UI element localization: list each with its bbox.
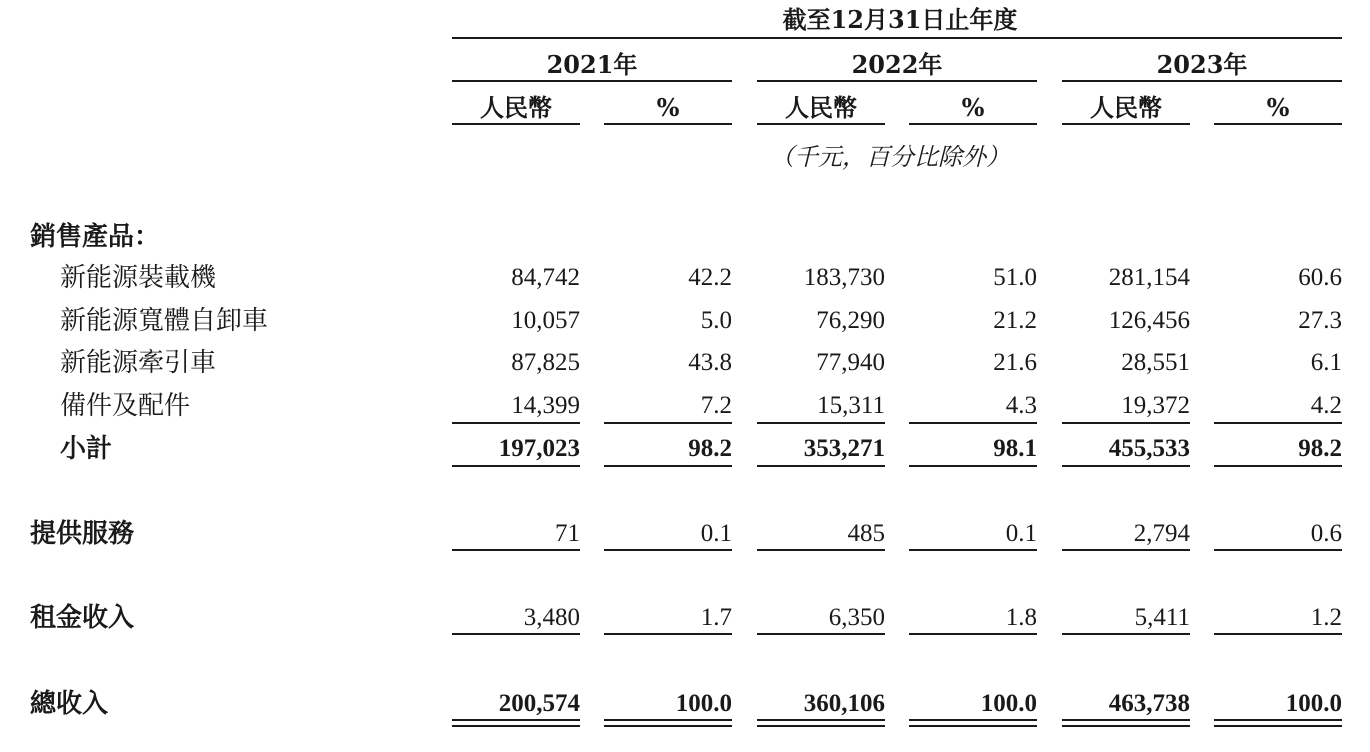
cell: 6,350 (828, 604, 885, 631)
cell: 1.2 (1310, 604, 1342, 631)
cell: 0.1 (1005, 520, 1037, 547)
year-2023: 2023年 (1156, 50, 1248, 79)
cell: 5,411 (1134, 604, 1190, 631)
cell: 98.2 (1298, 435, 1342, 462)
header-rule (452, 37, 1342, 39)
col-pct-2023: % (1266, 93, 1290, 122)
total-double-rule-top (1214, 719, 1342, 721)
col-rule (909, 123, 1037, 125)
row-underline (1214, 633, 1342, 635)
cell: 126,456 (1108, 307, 1190, 334)
subtotal-underline (1062, 465, 1190, 467)
cell: 1.8 (1005, 604, 1037, 631)
row-underline (1062, 633, 1190, 635)
row-underline (757, 549, 885, 551)
cell: 1.7 (700, 604, 732, 631)
cell: 4.2 (1310, 392, 1342, 419)
total-double-rule-bottom (452, 725, 580, 727)
col-rule (1062, 123, 1190, 125)
total-double-rule-top (757, 719, 885, 721)
row-underline (909, 633, 1037, 635)
cell: 6.1 (1310, 349, 1342, 376)
cell: 200,574 (498, 690, 580, 717)
cell: 42.2 (688, 264, 732, 291)
cell: 2,794 (1133, 520, 1190, 547)
subtotal-underline (604, 465, 732, 467)
subtotal-underline (757, 465, 885, 467)
total-double-rule-bottom (604, 725, 732, 727)
subtotal-underline (452, 465, 580, 467)
cell: 100.0 (980, 690, 1037, 717)
cell: 0.1 (700, 520, 732, 547)
cell: 485 (847, 520, 885, 547)
cell: 5.0 (700, 307, 732, 334)
cell: 21.6 (993, 349, 1037, 376)
cell: 0.6 (1310, 520, 1342, 547)
cell: 71 (555, 520, 580, 547)
row-label: 新能源牽引車 (60, 348, 217, 378)
units-note: （千元，百分比除外） (770, 143, 1010, 171)
row-label-subtotal: 小計 (60, 434, 113, 464)
row-label: 備件及配件 (60, 391, 191, 421)
subtotal-rule (909, 422, 1037, 424)
col-rmb-2021: 人民幣 (480, 93, 552, 122)
subtotal-rule (452, 422, 580, 424)
year-rule-2022 (757, 80, 1037, 82)
col-rule (452, 123, 580, 125)
cell: 3,480 (523, 604, 580, 631)
row-underline (909, 549, 1037, 551)
cell: 100.0 (675, 690, 732, 717)
row-underline (1214, 549, 1342, 551)
row-label-services: 提供服務 (30, 519, 135, 549)
row-label-rental: 租金收入 (30, 603, 135, 633)
section-sales-products: 銷售產品： (30, 222, 161, 252)
col-rule (1214, 123, 1342, 125)
col-rule (604, 123, 732, 125)
cell: 15,311 (817, 392, 885, 419)
subtotal-rule (604, 422, 732, 424)
row-label: 新能源裝載機 (60, 263, 217, 293)
cell: 77,940 (816, 349, 885, 376)
cell: 463,738 (1108, 690, 1190, 717)
cell: 76,290 (816, 307, 885, 334)
subtotal-rule (1214, 422, 1342, 424)
cell: 7.2 (700, 392, 732, 419)
year-2021: 2021年 (546, 50, 638, 79)
year-rule-2023 (1062, 80, 1342, 82)
cell: 281,154 (1108, 264, 1190, 291)
col-rule (757, 123, 885, 125)
total-double-rule-bottom (909, 725, 1037, 727)
row-label-total: 總收入 (30, 689, 109, 719)
year-rule-2021 (452, 80, 732, 82)
cell: 353,271 (803, 435, 885, 462)
total-double-rule-top (452, 719, 580, 721)
col-rmb-2022: 人民幣 (785, 93, 857, 122)
total-double-rule-top (604, 719, 732, 721)
cell: 21.2 (993, 307, 1037, 334)
cell: 84,742 (511, 264, 580, 291)
cell: 455,533 (1108, 435, 1190, 462)
cell: 98.1 (993, 435, 1037, 462)
row-underline (604, 633, 732, 635)
subtotal-rule (1062, 422, 1190, 424)
cell: 183,730 (803, 264, 885, 291)
col-pct-2021: % (656, 93, 680, 122)
cell: 51.0 (993, 264, 1037, 291)
row-underline (604, 549, 732, 551)
year-2022: 2022年 (851, 50, 943, 79)
cell: 28,551 (1121, 349, 1190, 376)
cell: 100.0 (1285, 690, 1342, 717)
cell: 14,399 (511, 392, 580, 419)
total-double-rule-bottom (757, 725, 885, 727)
cell: 360,106 (803, 690, 885, 717)
cell: 27.3 (1298, 307, 1342, 334)
cell: 87,825 (511, 349, 580, 376)
total-double-rule-top (1062, 719, 1190, 721)
cell: 10,057 (511, 307, 580, 334)
total-double-rule-bottom (1062, 725, 1190, 727)
subtotal-rule (757, 422, 885, 424)
cell: 98.2 (688, 435, 732, 462)
row-label: 新能源寬體自卸車 (60, 306, 269, 336)
subtotal-underline (909, 465, 1037, 467)
subtotal-underline (1214, 465, 1342, 467)
row-underline (1062, 549, 1190, 551)
row-underline (452, 549, 580, 551)
cell: 4.3 (1005, 392, 1037, 419)
row-underline (452, 633, 580, 635)
cell: 60.6 (1298, 264, 1342, 291)
cell: 197,023 (498, 435, 580, 462)
total-double-rule-top (909, 719, 1037, 721)
cell: 43.8 (688, 349, 732, 376)
col-rmb-2023: 人民幣 (1090, 93, 1162, 122)
col-pct-2022: % (961, 93, 985, 122)
period-header: 截至12月31日止年度 (782, 5, 1018, 34)
row-underline (757, 633, 885, 635)
total-double-rule-bottom (1214, 725, 1342, 727)
cell: 19,372 (1121, 392, 1190, 419)
